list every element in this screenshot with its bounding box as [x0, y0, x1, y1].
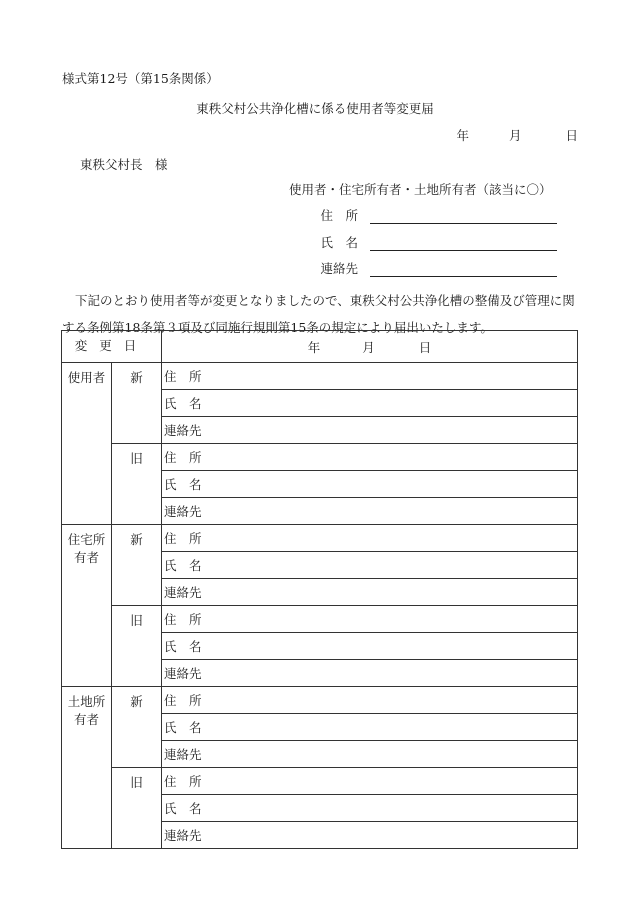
old-name-cell[interactable]	[162, 471, 578, 498]
document-title: 東秩父村公共浄化槽に係る使用者等変更届	[196, 101, 434, 116]
new-address-cell[interactable]	[162, 525, 578, 552]
new-contact-cell[interactable]	[162, 579, 578, 606]
address-field-label: 住 所	[164, 612, 202, 627]
old-address-cell[interactable]	[162, 606, 578, 633]
applicant-name-label: 氏 名	[320, 235, 358, 250]
contact-field-label: 連絡先	[164, 504, 202, 519]
role-cell: 土地所有者	[62, 687, 112, 849]
change-date-label: 変更日	[62, 331, 162, 363]
name-field-label: 氏 名	[164, 639, 202, 654]
name-field-label: 氏 名	[164, 801, 202, 816]
old-contact-cell[interactable]	[162, 498, 578, 525]
new-tag-cell: 新	[112, 363, 162, 444]
old-tag-cell: 旧	[112, 444, 162, 525]
old-name-cell[interactable]	[162, 633, 578, 660]
applicant-contact-line[interactable]	[370, 262, 557, 277]
new-contact-cell[interactable]	[162, 741, 578, 768]
applicant-name-field[interactable]	[300, 233, 560, 251]
form-number: 様式第12号（第15条関係）	[62, 71, 219, 86]
change-date-month: 月	[362, 339, 375, 355]
contact-field-label: 連絡先	[164, 585, 202, 600]
name-field-label: 氏 名	[164, 558, 202, 573]
role-cell: 住宅所有者	[62, 525, 112, 687]
role-cell: 使用者	[62, 363, 112, 525]
change-date-year: 年	[307, 339, 321, 355]
applicant-contact-field[interactable]	[300, 259, 560, 277]
new-name-cell[interactable]	[162, 714, 578, 741]
old-address-cell[interactable]	[162, 444, 578, 471]
contact-field-label: 連絡先	[164, 423, 202, 438]
table-row	[62, 606, 578, 633]
new-address-cell[interactable]	[162, 363, 578, 390]
notice-body-text: 下記のとおり使用者等が変更となりましたので、東秩父村公共浄化槽の整備及び管理に関する条例第18条第３項及び同施行規則第15条の規定により届出いたします。	[62, 293, 575, 335]
change-table	[61, 330, 578, 849]
date-year-label: 年	[456, 128, 469, 143]
address-field-label: 住 所	[164, 531, 202, 546]
old-contact-cell[interactable]	[162, 822, 578, 849]
applicant-address-label: 住 所	[320, 208, 358, 223]
table-row	[62, 768, 578, 795]
new-name-cell[interactable]	[162, 390, 578, 417]
old-tag-cell: 旧	[112, 768, 162, 849]
addressee: 東秩父村長 様	[80, 157, 168, 172]
change-date-cell[interactable]	[162, 331, 578, 363]
old-tag-cell: 旧	[112, 606, 162, 687]
address-field-label: 住 所	[164, 450, 202, 465]
table-row	[62, 363, 578, 390]
applicant-address-field[interactable]	[300, 206, 560, 224]
change-date-row	[62, 331, 578, 363]
change-date-day: 日	[418, 339, 432, 355]
old-contact-cell[interactable]	[162, 660, 578, 687]
applicant-heading: 使用者・住宅所有者・土地所有者（該当に〇）	[289, 182, 552, 197]
applicant-contact-label: 連絡先	[320, 261, 358, 276]
old-name-cell[interactable]	[162, 795, 578, 822]
table-row	[62, 687, 578, 714]
name-field-label: 氏 名	[164, 396, 202, 411]
date-day-label: 日	[565, 128, 578, 143]
old-address-cell[interactable]	[162, 768, 578, 795]
address-field-label: 住 所	[164, 693, 202, 708]
applicant-name-line[interactable]	[370, 236, 557, 251]
contact-field-label: 連絡先	[164, 747, 202, 762]
new-tag-cell: 新	[112, 525, 162, 606]
contact-field-label: 連絡先	[164, 666, 202, 681]
name-field-label: 氏 名	[164, 720, 202, 735]
new-name-cell[interactable]	[162, 552, 578, 579]
address-field-label: 住 所	[164, 369, 202, 384]
name-field-label: 氏 名	[164, 477, 202, 492]
new-tag-cell: 新	[112, 687, 162, 768]
new-contact-cell[interactable]	[162, 417, 578, 444]
table-row	[62, 444, 578, 471]
new-address-cell[interactable]	[162, 687, 578, 714]
submission-date	[456, 126, 578, 144]
date-month-label: 月	[508, 128, 522, 143]
address-field-label: 住 所	[164, 774, 202, 789]
table-row	[62, 525, 578, 552]
applicant-address-line[interactable]	[370, 209, 557, 224]
contact-field-label: 連絡先	[164, 828, 202, 843]
